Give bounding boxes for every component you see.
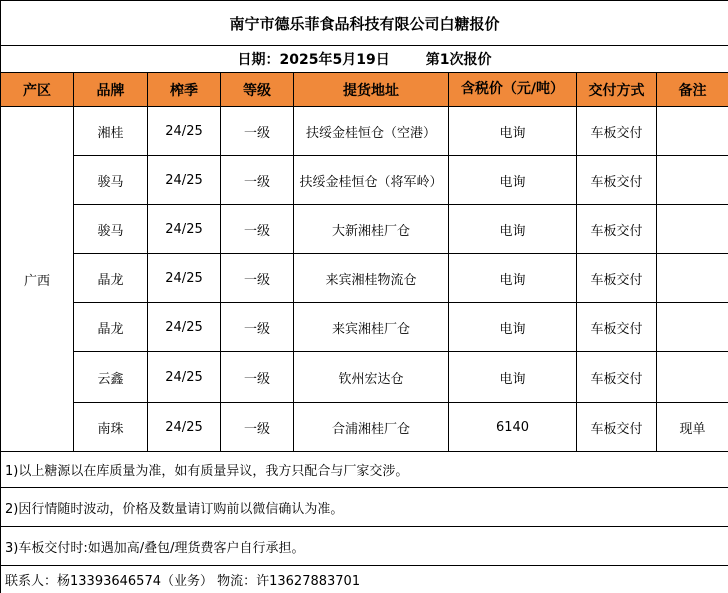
delivery-cell: 车板交付: [577, 107, 657, 156]
address-cell: 扶绥金桂恒仓（将军岭）: [294, 156, 449, 205]
delivery-cell: 车板交付: [577, 352, 657, 403]
header-price: 含税价（元/吨）: [449, 73, 577, 107]
sheet-title: 南宁市德乐菲食品科技有限公司白糖报价: [1, 1, 728, 46]
table-row: [1, 205, 728, 254]
brand-cell: 云鑫: [74, 352, 148, 403]
header-region: 产区: [1, 73, 74, 107]
delivery-cell: 车板交付: [577, 254, 657, 303]
table-row: [1, 254, 728, 303]
region-cell: 广西: [1, 107, 74, 452]
address-cell: 来宾湘桂物流仓: [294, 254, 449, 303]
season-cell: 24/25: [148, 303, 221, 352]
delivery-cell: 车板交付: [577, 303, 657, 352]
table-row: [1, 303, 728, 352]
note-line-3: 3)车板交付时:如遇加高/叠包/理货费客户自行承担。: [1, 527, 728, 566]
note-cell: [657, 156, 728, 205]
note-cell: [657, 205, 728, 254]
price-cell: 电询: [449, 107, 577, 156]
date-line: [1, 46, 728, 73]
season-cell: 24/25: [148, 156, 221, 205]
grade-cell: 一级: [221, 303, 294, 352]
contact-line: 联系人：杨13393646574（业务） 物流：许13627883701: [1, 566, 728, 593]
note-cell: [657, 107, 728, 156]
grade-cell: 一级: [221, 352, 294, 403]
table-row: [1, 403, 728, 452]
quote-round: 第1次报价: [426, 52, 492, 68]
season-cell: 24/25: [148, 107, 221, 156]
brand-cell: 晶龙: [74, 254, 148, 303]
note-line-1: 1)以上糖源以在库质量为准，如有质量异议，我方只配合与厂家交涉。: [1, 452, 728, 488]
note-cell: 现单: [657, 403, 728, 452]
header-grade: 等级: [221, 73, 294, 107]
delivery-cell: 车板交付: [577, 156, 657, 205]
price-cell: 电询: [449, 303, 577, 352]
table-row: [1, 352, 728, 403]
header-brand: 品牌: [74, 73, 148, 107]
grade-cell: 一级: [221, 403, 294, 452]
table-row: [1, 156, 728, 205]
price-cell: 电询: [449, 156, 577, 205]
note-cell: [657, 303, 728, 352]
quote-date: 日期：2025年5月19日: [238, 52, 390, 68]
price-cell: 6140: [449, 403, 577, 452]
address-cell: 合浦湘桂厂仓: [294, 403, 449, 452]
season-cell: 24/25: [148, 205, 221, 254]
header-note: 备注: [657, 73, 728, 107]
header-delivery: 交付方式: [577, 73, 657, 107]
season-cell: 24/25: [148, 254, 221, 303]
address-cell: 大新湘桂厂仓: [294, 205, 449, 254]
brand-cell: 骏马: [74, 205, 148, 254]
header-season: 榨季: [148, 73, 221, 107]
note-line-2: 2)因行情随时波动，价格及数量请订购前以微信确认为准。: [1, 488, 728, 527]
brand-cell: 南珠: [74, 403, 148, 452]
grade-cell: 一级: [221, 254, 294, 303]
grade-cell: 一级: [221, 205, 294, 254]
season-cell: 24/25: [148, 403, 221, 452]
table-header: [1, 73, 728, 107]
season-cell: 24/25: [148, 352, 221, 403]
price-cell: 电询: [449, 254, 577, 303]
note-cell: [657, 352, 728, 403]
grade-cell: 一级: [221, 156, 294, 205]
brand-cell: 骏马: [74, 156, 148, 205]
price-cell: 电询: [449, 352, 577, 403]
note-cell: [657, 254, 728, 303]
brand-cell: 晶龙: [74, 303, 148, 352]
table-row: [1, 107, 728, 156]
address-cell: 钦州宏达仓: [294, 352, 449, 403]
address-cell: 来宾湘桂厂仓: [294, 303, 449, 352]
price-cell: 电询: [449, 205, 577, 254]
delivery-cell: 车板交付: [577, 403, 657, 452]
delivery-cell: 车板交付: [577, 205, 657, 254]
grade-cell: 一级: [221, 107, 294, 156]
address-cell: 扶绥金桂恒仓（空港）: [294, 107, 449, 156]
brand-cell: 湘桂: [74, 107, 148, 156]
header-address: 提货地址: [294, 73, 449, 107]
